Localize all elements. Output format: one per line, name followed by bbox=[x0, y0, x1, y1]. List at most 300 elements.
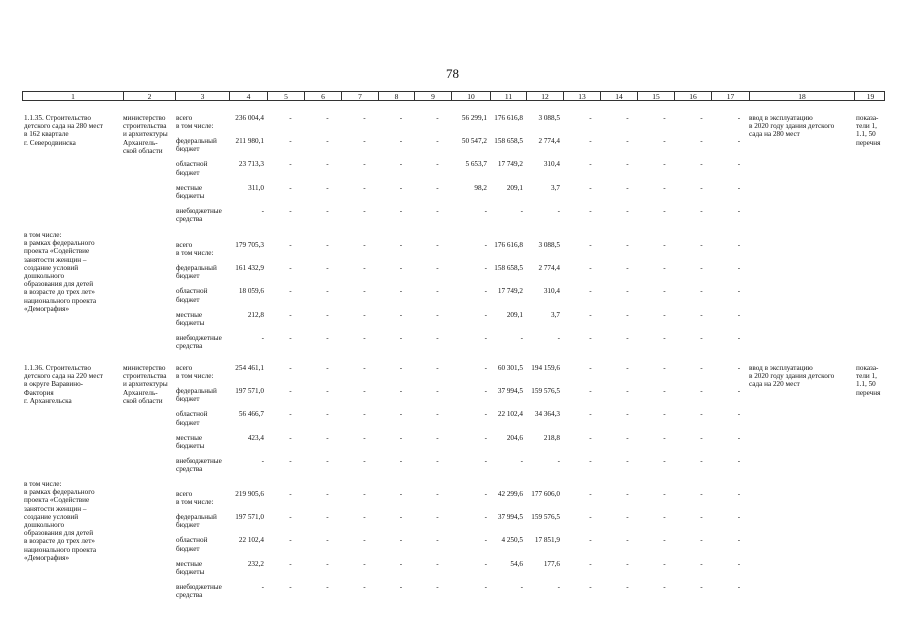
cell-col13: - bbox=[589, 310, 592, 319]
cell-col14: - bbox=[626, 582, 629, 591]
cell-col7: - bbox=[363, 410, 366, 419]
cell-col10: - bbox=[484, 364, 487, 372]
cell-col6: - bbox=[326, 264, 329, 273]
cell-col12: - bbox=[557, 582, 560, 591]
cell-source-line: бюджет bbox=[176, 272, 200, 281]
cell-source-line: федеральный bbox=[176, 137, 217, 146]
cell-name-line: национального проекта bbox=[24, 545, 97, 554]
cell-col7: - bbox=[363, 536, 366, 545]
cell-name-line: занятости женщин – bbox=[24, 255, 87, 264]
cell-col10: 56 299,1 bbox=[461, 114, 487, 122]
cell-source-line: внебюджетные bbox=[176, 582, 222, 591]
cell-col12: - bbox=[557, 206, 560, 215]
cell-col13: - bbox=[589, 582, 592, 591]
cell-col4: 211 980,1 bbox=[235, 137, 264, 146]
header-col-19: 19 bbox=[854, 92, 886, 100]
cell-col4: 56 466,7 bbox=[238, 410, 264, 419]
cell-col13: - bbox=[589, 137, 592, 146]
cell-col9: - bbox=[436, 114, 439, 122]
cell-col15: - bbox=[663, 137, 666, 146]
cell-source-line: бюджет bbox=[176, 418, 200, 427]
cell-col14: - bbox=[626, 183, 629, 192]
cell-col9: - bbox=[436, 137, 439, 146]
cell-source-line: местные bbox=[176, 433, 203, 442]
cell-name-line: дошкольного bbox=[24, 521, 65, 529]
cell-col11: 4 250,5 bbox=[501, 536, 523, 545]
cell-col9: - bbox=[436, 264, 439, 273]
cell-col10: - bbox=[484, 536, 487, 545]
cell-col12: 310,4 bbox=[543, 287, 560, 296]
cell-col14: - bbox=[626, 433, 629, 442]
header-col-14: 14 bbox=[600, 92, 637, 100]
cell-col12: 3 088,5 bbox=[538, 114, 560, 122]
cell-col16: - bbox=[700, 137, 703, 146]
cell-col11: 158 658,5 bbox=[494, 264, 523, 273]
cell-col13: - bbox=[589, 559, 592, 568]
cell-col11: 204,6 bbox=[506, 433, 523, 442]
page-number: 78 bbox=[446, 66, 459, 81]
cell-source-line: средства bbox=[176, 465, 203, 473]
cell-name-line: проекта «Содействие bbox=[24, 496, 90, 505]
cell-col12: 17 851,9 bbox=[534, 536, 560, 545]
cell-col11: 37 994,5 bbox=[497, 387, 523, 396]
cell-col5: - bbox=[289, 241, 292, 249]
cell-col12: 2 774,4 bbox=[538, 264, 560, 273]
cell-col15: - bbox=[663, 364, 666, 372]
cell-name-line: национального проекта bbox=[24, 296, 97, 305]
cell-col14: - bbox=[626, 513, 629, 522]
cell-col4: 254 461,1 bbox=[235, 364, 264, 372]
cell-col12: 34 364,3 bbox=[534, 410, 560, 419]
cell-col16: - bbox=[700, 333, 703, 342]
cell-col11: 209,1 bbox=[506, 183, 523, 192]
cell-col6: - bbox=[326, 513, 329, 522]
cell-col6: - bbox=[326, 241, 329, 249]
cell-indicator-line: показа- bbox=[856, 364, 879, 372]
cell-col4: 232,2 bbox=[247, 559, 264, 568]
cell-col10: - bbox=[484, 241, 487, 249]
cell-col5: - bbox=[289, 310, 292, 319]
cell-name-line: в возрасте до трех лет» bbox=[24, 537, 95, 546]
cell-col5: - bbox=[289, 456, 292, 465]
cell-col17: - bbox=[737, 433, 741, 442]
cell-col14: - bbox=[626, 410, 629, 419]
cell-col10: - bbox=[484, 456, 487, 465]
cell-col14: - bbox=[626, 364, 629, 372]
cell-col10: - bbox=[484, 582, 487, 591]
cell-col14: - bbox=[626, 536, 629, 545]
cell-executor-line: Архангель- bbox=[123, 138, 158, 147]
cell-col14: - bbox=[626, 559, 629, 568]
cell-col4: 22 102,4 bbox=[238, 536, 264, 545]
header-col-15: 15 bbox=[637, 92, 674, 100]
header-col-8: 8 bbox=[378, 92, 414, 100]
cell-name-line: г. Северодвинска bbox=[24, 138, 76, 147]
cell-col17: - bbox=[737, 364, 741, 372]
cell-col5: - bbox=[289, 364, 292, 372]
cell-col14: - bbox=[626, 160, 629, 169]
cell-col13: - bbox=[589, 364, 592, 372]
cell-col16: - bbox=[700, 287, 703, 296]
cell-col13: - bbox=[589, 513, 592, 522]
cell-col10: - bbox=[484, 287, 487, 296]
cell-col17: - bbox=[737, 160, 741, 169]
header-col-12: 12 bbox=[526, 92, 563, 100]
cell-col6: - bbox=[326, 183, 329, 192]
cell-col5: - bbox=[289, 433, 292, 442]
cell-col7: - bbox=[363, 310, 366, 319]
cell-source-line: бюджет bbox=[176, 395, 200, 404]
cell-col12: 159 576,5 bbox=[531, 387, 560, 396]
cell-col13: - bbox=[589, 160, 592, 169]
cell-col11: 158 658,5 bbox=[494, 137, 523, 146]
cell-col4: 179 705,3 bbox=[235, 241, 264, 249]
cell-col12: 194 159,6 bbox=[531, 364, 560, 372]
cell-col11: - bbox=[520, 333, 523, 342]
cell-col7: - bbox=[363, 264, 366, 273]
cell-col4: 161 432,9 bbox=[235, 264, 264, 273]
cell-name-line: «Демография» bbox=[24, 553, 70, 562]
header-col-9: 9 bbox=[414, 92, 451, 100]
header-col-4: 4 bbox=[229, 92, 267, 100]
cell-col5: - bbox=[289, 333, 292, 342]
cell-indicator-line: перечня bbox=[856, 138, 881, 147]
cell-col6: - bbox=[326, 490, 329, 498]
cell-col15: - bbox=[663, 114, 666, 122]
cell-col5: - bbox=[289, 559, 292, 568]
cell-col15: - bbox=[663, 206, 666, 215]
cell-col6: - bbox=[326, 433, 329, 442]
cell-col7: - bbox=[363, 364, 366, 372]
cell-col9: - bbox=[436, 410, 439, 419]
cell-col6: - bbox=[326, 287, 329, 296]
cell-col6: - bbox=[326, 160, 329, 169]
cell-col5: - bbox=[289, 287, 292, 296]
cell-col12: 3,7 bbox=[551, 183, 560, 192]
cell-col9: - bbox=[436, 287, 439, 296]
cell-col9: - bbox=[436, 310, 439, 319]
cell-name-line: детского сада на 280 мест bbox=[24, 122, 103, 131]
cell-col17: - bbox=[737, 114, 741, 122]
cell-col5: - bbox=[289, 137, 292, 146]
cell-source-line: бюджет bbox=[176, 521, 200, 530]
cell-col8: - bbox=[399, 364, 403, 372]
cell-result-line: сада на 280 мест bbox=[749, 130, 800, 139]
cell-col16: - bbox=[700, 410, 703, 419]
cell-col16: - bbox=[700, 310, 703, 319]
cell-col13: - bbox=[589, 387, 592, 396]
cell-col7: - bbox=[363, 490, 366, 498]
cell-col12: 177,6 bbox=[543, 559, 560, 568]
cell-source-line: всего bbox=[176, 114, 193, 122]
cell-col5: - bbox=[289, 410, 292, 419]
cell-col8: - bbox=[399, 287, 403, 296]
cell-col4: - bbox=[261, 582, 264, 591]
cell-col4: 197 571,0 bbox=[235, 387, 264, 396]
cell-col7: - bbox=[363, 456, 366, 465]
cell-executor-line: строительства bbox=[123, 372, 167, 381]
header-col-7: 7 bbox=[341, 92, 378, 100]
cell-col14: - bbox=[626, 456, 629, 465]
cell-col10: - bbox=[484, 513, 487, 522]
cell-col7: - bbox=[363, 582, 366, 591]
cell-source-line: средства bbox=[176, 342, 203, 350]
cell-executor-line: министерство bbox=[123, 114, 166, 122]
cell-col14: - bbox=[626, 206, 629, 215]
cell-col17: - bbox=[737, 513, 741, 522]
cell-source-line: всего bbox=[176, 241, 193, 249]
cell-col8: - bbox=[399, 559, 403, 568]
cell-col11: 42 299,6 bbox=[497, 490, 523, 498]
cell-col11: - bbox=[520, 582, 523, 591]
header-col-13: 13 bbox=[563, 92, 600, 100]
cell-executor-line: и архитектуры bbox=[123, 380, 168, 389]
cell-col6: - bbox=[326, 387, 329, 396]
cell-col8: - bbox=[399, 114, 403, 122]
table-header-row bbox=[22, 91, 885, 101]
cell-col7: - bbox=[363, 137, 366, 146]
cell-col14: - bbox=[626, 310, 629, 319]
cell-col13: - bbox=[589, 456, 592, 465]
cell-col11: 22 102,4 bbox=[497, 410, 523, 419]
cell-col13: - bbox=[589, 433, 592, 442]
cell-col14: - bbox=[626, 114, 629, 122]
cell-col4: 197 571,0 bbox=[235, 513, 264, 522]
cell-col5: - bbox=[289, 160, 292, 169]
header-col-3: 3 bbox=[175, 92, 229, 100]
cell-col17: - bbox=[737, 410, 741, 419]
cell-col12: - bbox=[557, 456, 560, 465]
cell-col8: - bbox=[399, 183, 403, 192]
cell-result-line: в 2020 году здания детского bbox=[749, 122, 835, 131]
cell-name-line: дошкольного bbox=[24, 272, 65, 280]
cell-col6: - bbox=[326, 333, 329, 342]
cell-col9: - bbox=[436, 490, 439, 498]
cell-col9: - bbox=[436, 241, 439, 249]
cell-result-line: ввод в эксплуатацию bbox=[749, 364, 813, 372]
cell-col4: 23 713,3 bbox=[238, 160, 264, 169]
cell-col16: - bbox=[700, 206, 703, 215]
cell-col5: - bbox=[289, 183, 292, 192]
cell-name-line: в 162 квартале bbox=[24, 130, 69, 139]
header-col-18: 18 bbox=[749, 92, 854, 100]
cell-indicator-line: показа- bbox=[856, 114, 879, 122]
cell-col11: 17 749,2 bbox=[497, 160, 523, 169]
cell-col11: 176 616,8 bbox=[494, 114, 523, 122]
cell-col9: - bbox=[436, 206, 439, 215]
cell-col7: - bbox=[363, 559, 366, 568]
cell-executor-line: ской области bbox=[123, 146, 163, 155]
cell-col15: - bbox=[663, 559, 666, 568]
cell-source-line: областной bbox=[176, 410, 208, 419]
cell-source-line: областной bbox=[176, 160, 208, 169]
cell-col16: - bbox=[700, 387, 703, 396]
cell-col10: - bbox=[484, 410, 487, 419]
cell-col16: - bbox=[700, 559, 703, 568]
cell-col10: - bbox=[484, 264, 487, 273]
cell-col9: - bbox=[436, 387, 439, 396]
cell-col13: - bbox=[589, 264, 592, 273]
cell-col8: - bbox=[399, 206, 403, 215]
cell-col5: - bbox=[289, 264, 292, 273]
header-col-1: 1 bbox=[71, 92, 75, 101]
cell-col9: - bbox=[436, 536, 439, 545]
cell-col4: - bbox=[261, 333, 264, 342]
cell-name-line: детского сада на 220 мест bbox=[24, 372, 103, 381]
cell-col7: - bbox=[363, 160, 366, 169]
cell-col17: - bbox=[737, 387, 741, 396]
cell-name-line: в рамках федерального bbox=[24, 488, 95, 497]
cell-source-line: областной bbox=[176, 536, 208, 545]
cell-col17: - bbox=[737, 333, 741, 342]
cell-name-line: проекта «Содействие bbox=[24, 247, 90, 256]
cell-col8: - bbox=[399, 333, 403, 342]
cell-source-line: бюджеты bbox=[176, 318, 205, 327]
header-col-5: 5 bbox=[267, 92, 304, 100]
cell-col5: - bbox=[289, 513, 292, 522]
cell-col17: - bbox=[737, 206, 741, 215]
cell-col16: - bbox=[700, 241, 703, 249]
cell-col5: - bbox=[289, 206, 292, 215]
cell-executor-line: строительства bbox=[123, 122, 167, 131]
cell-col4: 212,8 bbox=[247, 310, 264, 319]
cell-col16: - bbox=[700, 433, 703, 442]
cell-col9: - bbox=[436, 456, 439, 465]
cell-col7: - bbox=[363, 387, 366, 396]
cell-col15: - bbox=[663, 160, 666, 169]
cell-source-line: всего bbox=[176, 490, 193, 498]
cell-col6: - bbox=[326, 206, 329, 215]
cell-col15: - bbox=[663, 536, 666, 545]
cell-col8: - bbox=[399, 264, 403, 273]
cell-col17: - bbox=[737, 183, 741, 192]
cell-col13: - bbox=[589, 410, 592, 419]
cell-col9: - bbox=[436, 364, 439, 372]
cell-source-line: бюджеты bbox=[176, 567, 205, 576]
cell-source-line: федеральный bbox=[176, 387, 217, 396]
cell-col6: - bbox=[326, 410, 329, 419]
cell-executor-line: Архангель- bbox=[123, 388, 158, 397]
cell-col8: - bbox=[399, 137, 403, 146]
cell-col15: - bbox=[663, 456, 666, 465]
cell-col17: - bbox=[737, 137, 741, 146]
cell-col6: - bbox=[326, 310, 329, 319]
cell-indicator-line: 1.1, 50 bbox=[856, 130, 876, 139]
cell-col17: - bbox=[737, 241, 741, 249]
cell-executor-line: министерство bbox=[123, 364, 166, 372]
cell-col8: - bbox=[399, 456, 403, 465]
cell-col10: - bbox=[484, 206, 487, 215]
cell-col8: - bbox=[399, 490, 403, 498]
cell-col13: - bbox=[589, 536, 592, 545]
cell-col10: 50 547,2 bbox=[461, 137, 487, 146]
cell-col9: - bbox=[436, 183, 439, 192]
cell-col6: - bbox=[326, 137, 329, 146]
cell-col15: - bbox=[663, 264, 666, 273]
cell-source-line: бюджет bbox=[176, 168, 200, 177]
cell-col11: 37 994,5 bbox=[497, 513, 523, 522]
cell-col12: 218,8 bbox=[543, 433, 560, 442]
cell-col10: 5 653,7 bbox=[465, 160, 487, 169]
cell-source-line: средства bbox=[176, 215, 203, 223]
cell-col5: - bbox=[289, 387, 292, 396]
cell-source-line: внебюджетные bbox=[176, 456, 222, 465]
cell-col8: - bbox=[399, 513, 403, 522]
cell-col6: - bbox=[326, 536, 329, 545]
cell-name-line: г. Архангельска bbox=[24, 396, 72, 405]
cell-col13: - bbox=[589, 206, 592, 215]
cell-col9: - bbox=[436, 333, 439, 342]
cell-col16: - bbox=[700, 264, 703, 273]
cell-col16: - bbox=[700, 536, 703, 545]
cell-col11: - bbox=[520, 456, 523, 465]
cell-name-line: в том числе: bbox=[24, 480, 62, 488]
cell-col13: - bbox=[589, 333, 592, 342]
cell-col17: - bbox=[737, 536, 741, 545]
cell-col17: - bbox=[737, 559, 741, 568]
cell-col8: - bbox=[399, 387, 403, 396]
cell-col6: - bbox=[326, 582, 329, 591]
cell-col17: - bbox=[737, 582, 741, 591]
cell-source-line: федеральный bbox=[176, 513, 217, 522]
cell-name-line: в рамках федерального bbox=[24, 239, 95, 248]
cell-col17: - bbox=[737, 287, 741, 296]
cell-col13: - bbox=[589, 241, 592, 249]
cell-name-line: в округе Варавино- bbox=[24, 380, 84, 389]
cell-source-line: бюджет bbox=[176, 145, 200, 154]
cell-source-line: федеральный bbox=[176, 264, 217, 273]
cell-col16: - bbox=[700, 114, 703, 122]
cell-col15: - bbox=[663, 310, 666, 319]
cell-col8: - bbox=[399, 433, 403, 442]
cell-source-line: местные bbox=[176, 183, 203, 192]
cell-col9: - bbox=[436, 160, 439, 169]
cell-col8: - bbox=[399, 582, 403, 591]
cell-source-line: бюджеты bbox=[176, 441, 205, 450]
cell-source-line: областной bbox=[176, 287, 208, 296]
cell-col6: - bbox=[326, 114, 329, 122]
cell-col8: - bbox=[399, 310, 403, 319]
cell-col15: - bbox=[663, 410, 666, 419]
cell-col7: - bbox=[363, 114, 366, 122]
cell-col17: - bbox=[737, 456, 741, 465]
cell-col10: - bbox=[484, 490, 487, 498]
cell-col15: - bbox=[663, 582, 666, 591]
cell-result-line: сада на 220 мест bbox=[749, 380, 800, 389]
cell-col5: - bbox=[289, 114, 292, 122]
cell-col10: - bbox=[484, 387, 487, 396]
cell-name-line: создание условий bbox=[24, 263, 79, 272]
cell-indicator-line: перечня bbox=[856, 388, 881, 397]
cell-col4: 219 905,6 bbox=[235, 490, 264, 498]
cell-col11: - bbox=[520, 206, 523, 215]
cell-col11: 209,1 bbox=[506, 310, 523, 319]
cell-source-line: бюджет bbox=[176, 295, 200, 304]
cell-name-line: создание условий bbox=[24, 512, 79, 521]
cell-source-line: местные bbox=[176, 310, 203, 319]
cell-col9: - bbox=[436, 433, 439, 442]
cell-col15: - bbox=[663, 513, 666, 522]
cell-col15: - bbox=[663, 490, 666, 498]
cell-result-line: ввод в эксплуатацию bbox=[749, 114, 813, 122]
cell-col8: - bbox=[399, 160, 403, 169]
cell-col15: - bbox=[663, 287, 666, 296]
cell-source-line: в том числе: bbox=[176, 498, 214, 507]
cell-name-line: образования для детей bbox=[24, 280, 94, 289]
cell-col9: - bbox=[436, 513, 439, 522]
cell-col14: - bbox=[626, 287, 629, 296]
cell-col7: - bbox=[363, 513, 366, 522]
